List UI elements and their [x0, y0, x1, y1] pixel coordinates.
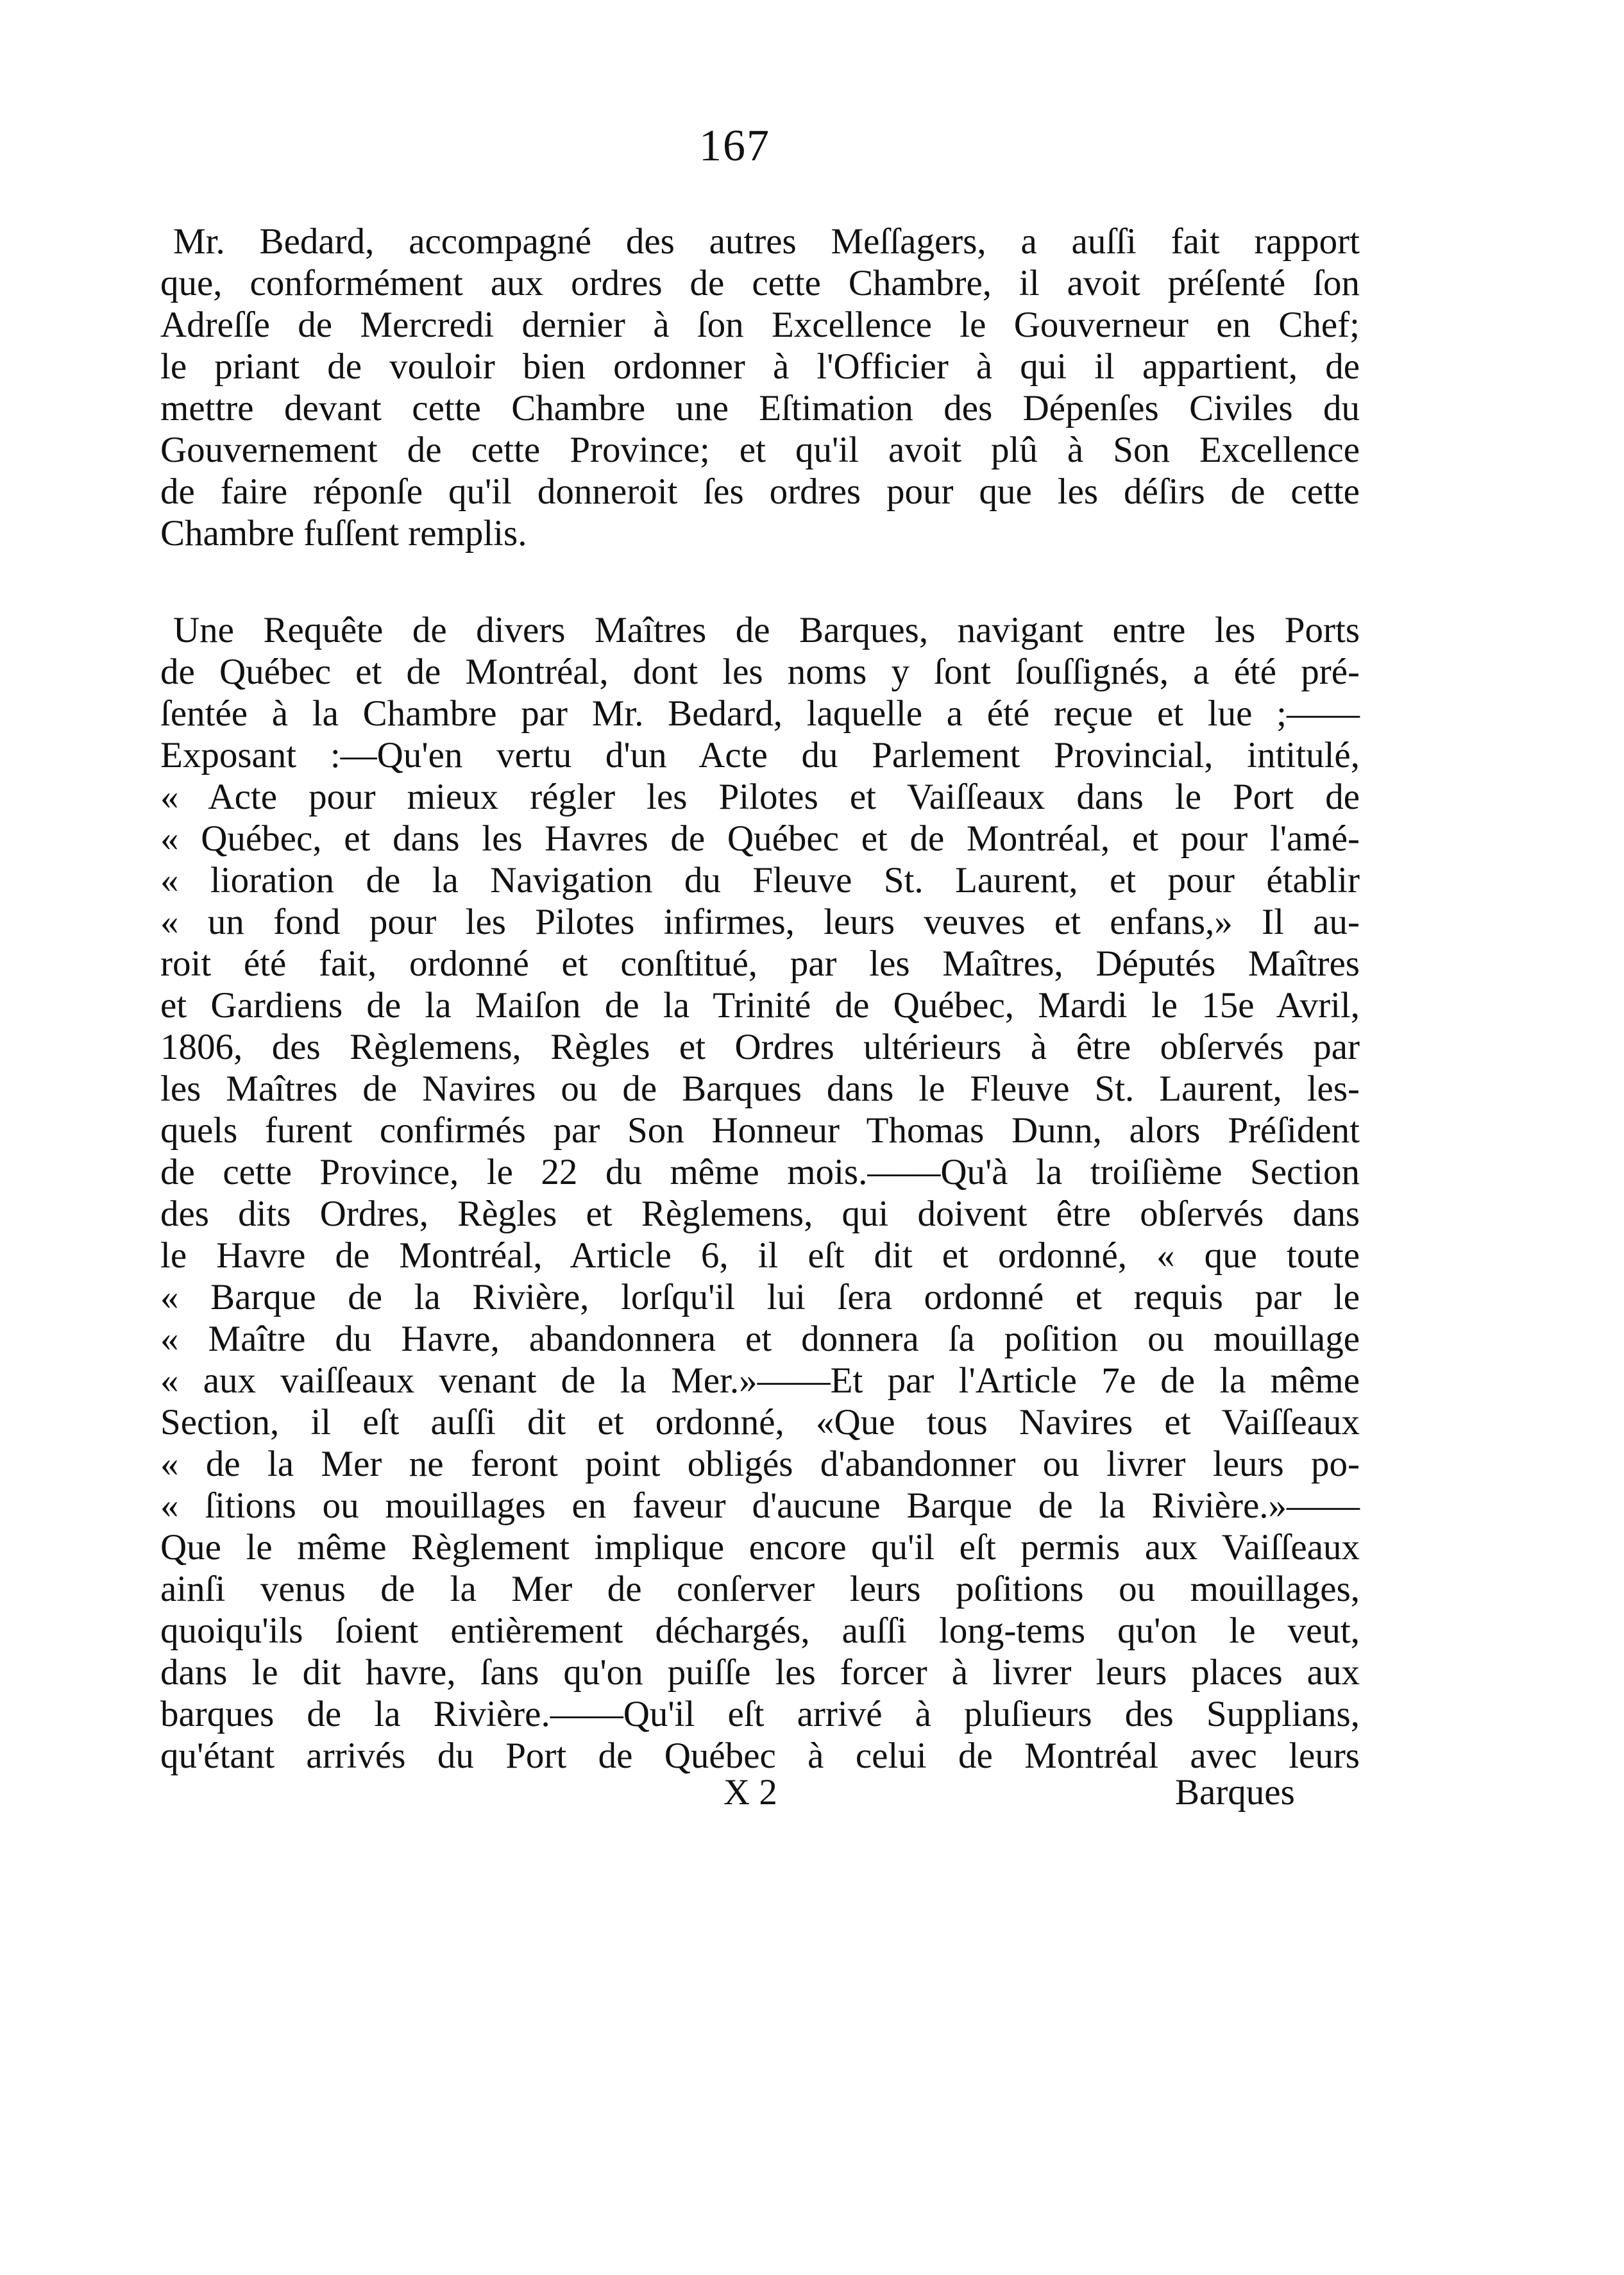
text-line: « aux vaiſſeaux venant de la Mer.»——Et par l'Article 7e de la même: [160, 1360, 1360, 1401]
text-line: barques de la Rivière.——Qu'il eſt arrivé à pluſieurs des Supplians,: [160, 1694, 1360, 1734]
paragraph-petition: [160, 609, 1360, 1777]
text-line: de cette Province, le 22 du même mois.——Qu'à la troiſième Section: [160, 1152, 1360, 1192]
text-line: le priant de vouloir bien ordonner à l'Officier à qui il appartient, de: [160, 346, 1360, 387]
text-line: quoiqu'ils ſoient entièrement déchargés, auſſi long-tems qu'on le veut,: [160, 1611, 1360, 1651]
text-line: « un fond pour les Pilotes infirmes, leurs veuves et enfans,» Il au-: [160, 902, 1360, 942]
paragraph-report: [160, 221, 1360, 554]
text-line: Section, il eſt auſſi dit et ordonné, «Que tous Navires et Vaiſſeaux: [160, 1402, 1360, 1442]
text-line: de Québec et de Montréal, dont les noms y ſont ſouſſignés, a été pré-: [160, 652, 1360, 692]
text-line: « Québec, et dans les Havres de Québec et de Montréal, et pour l'amé-: [160, 818, 1360, 859]
signature-mark: X 2: [723, 1772, 777, 1813]
text-line: Gouvernement de cette Province; et qu'il avoit plû à Son Excellence: [160, 430, 1360, 470]
text-line: « lioration de la Navigation du Fleuve St. Laurent, et pour établir: [160, 860, 1360, 901]
text-line: Que le même Règlement implique encore qu'il eſt permis aux Vaiſſeaux: [160, 1527, 1360, 1568]
text-line: dans le dit havre, ſans qu'on puiſſe les forcer à livrer leurs places aux: [160, 1652, 1360, 1693]
text-line: Chambre fuſſent remplis.: [160, 513, 527, 554]
text-line: ſentée à la Chambre par Mr. Bedard, laquelle a été reçue et lue ;——: [160, 693, 1360, 734]
text-line: le Havre de Montréal, Article 6, il eſt dit et ordonné, « que toute: [160, 1235, 1360, 1276]
text-line: Mr. Bedard, accompagné des autres Meſſagers, a auſſi fait rapport: [173, 221, 1360, 262]
text-line: Exposant :—Qu'en vertu d'un Acte du Parlement Provincial, intitulé,: [160, 735, 1360, 775]
text-line: quels furent confirmés par Son Honneur Thomas Dunn, alors Préſident: [160, 1110, 1360, 1151]
text-line: « Maître du Havre, abandonnera et donnera ſa poſition ou mouillage: [160, 1319, 1360, 1359]
text-line: les Maîtres de Navires ou de Barques dans le Fleuve St. Laurent, les-: [160, 1069, 1360, 1109]
page-number: 167: [699, 121, 770, 171]
text-line: que, conformément aux ordres de cette Chambre, il avoit préſenté ſon: [160, 263, 1360, 303]
text-line: qu'étant arrivés du Port de Québec à celui de Montréal avec leurs: [160, 1736, 1360, 1776]
text-line: de faire réponſe qu'il donneroit ſes ordres pour que les déſirs de cette: [160, 471, 1360, 512]
text-line: et Gardiens de la Maiſon de la Trinité de Québec, Mardi le 15e Avril,: [160, 985, 1360, 1026]
text-line: roit été fait, ordonné et conſtitué, par les Maîtres, Députés Maîtres: [160, 943, 1360, 984]
text-line: mettre devant cette Chambre une Eſtimation des Dépenſes Civiles du: [160, 388, 1360, 428]
text-line: Une Requête de divers Maîtres de Barques, navigant entre les Ports: [173, 610, 1360, 650]
text-line: Adreſſe de Mercredi dernier à ſon Excellence le Gouverneur en Chef;: [160, 305, 1360, 345]
text-line: des dits Ordres, Règles et Règlemens, qui doivent être obſervés dans: [160, 1194, 1360, 1234]
text-line: « Barque de la Rivière, lorſqu'il lui ſera ordonné et requis par le: [160, 1277, 1360, 1317]
text-line: « ſitions ou mouillages en faveur d'aucune Barque de la Rivière.»——: [160, 1485, 1360, 1526]
text-line: « Acte pour mieux régler les Pilotes et Vaiſſeaux dans le Port de: [160, 777, 1360, 817]
text-line: « de la Mer ne feront point obligés d'abandonner ou livrer leurs po-: [160, 1444, 1360, 1484]
text-line: 1806, des Règlemens, Règles et Ordres ultérieurs à être obſervés par: [160, 1027, 1360, 1067]
catchword: Barques: [1175, 1772, 1295, 1813]
text-line: ainſi venus de la Mer de conſerver leurs poſitions ou mouillages,: [160, 1569, 1360, 1609]
